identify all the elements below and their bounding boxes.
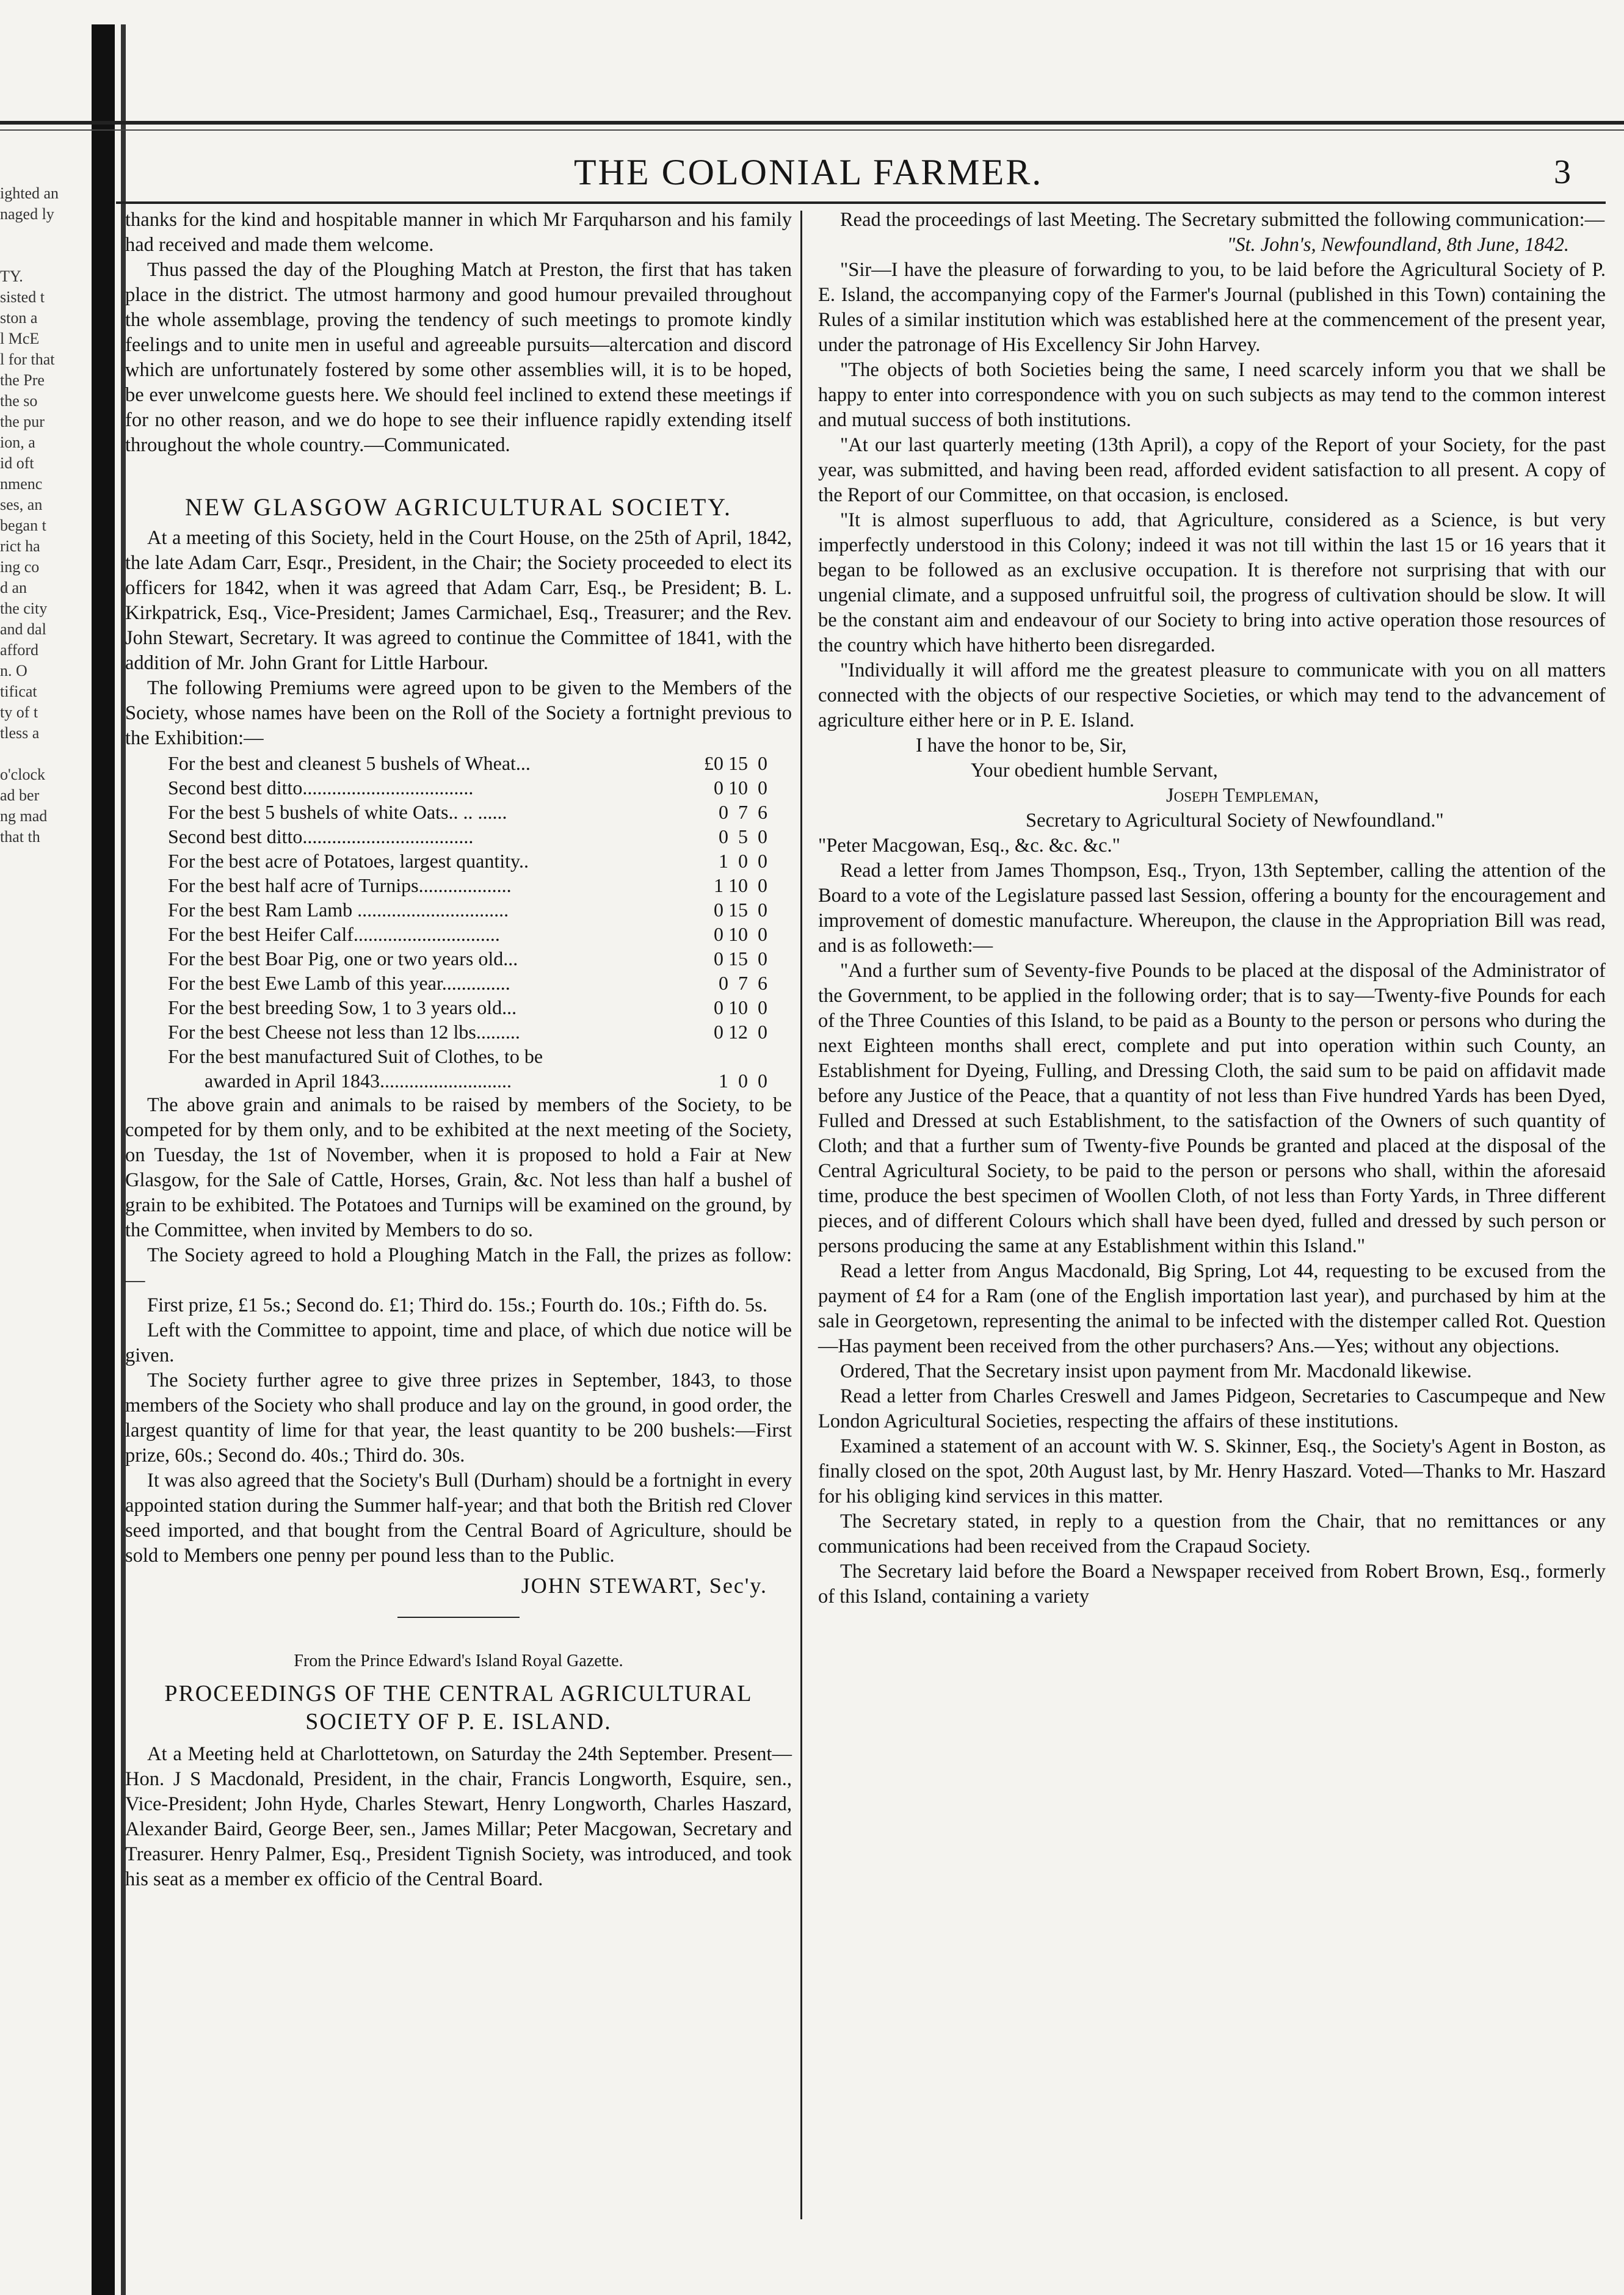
rules-paragraph: It was also agreed that the Society's Bull (Durham) should be a fortnight in every appointed station during the Summer half-year; and that both the British red Clover seed imported, and that bought from the Central Board of Agriculture, should be sold to Members one penny per pound less than to the Public. bbox=[125, 1470, 792, 1567]
fragment-line: l McE bbox=[0, 330, 40, 347]
premium-item: For the best Ewe Lamb of this year.............. bbox=[168, 972, 510, 994]
fragment-line: d an bbox=[0, 579, 27, 596]
letter-addressee: "Peter Macgowan, Esq., &c. &c. &c." bbox=[818, 835, 1120, 857]
premium-item: For the best and cleanest 5 bushels of Wheat... bbox=[168, 752, 531, 774]
rules-paragraph: The Society agreed to hold a Ploughing Match in the Fall, the prizes as follow:— bbox=[125, 1244, 792, 1291]
premium-row bbox=[125, 1020, 792, 1044]
minutes-paragraph: Read a letter from Angus Macdonald, Big Spring, Lot 44, requesting to be excused from the payment of £4 for a Ram (one of the English importation last year), and purchased by him at the sale in Georgetown, representing the animal to be infected with the distemper called Rot. Question—Has payment been received from the other purchasers? Ans.—Yes; without any objections. bbox=[818, 1260, 1606, 1357]
letter-dateline: "St. John's, Newfoundland, 8th June, 1842. bbox=[1227, 234, 1569, 256]
letter-paragraph: "The objects of both Societies being the same, I need scarcely inform you that we shall be happy to enter into correspondence with you on such subjects as may tend to the common interest and mutual success of both institutions. bbox=[818, 359, 1606, 431]
letter-valediction: Your obedient humble Servant, bbox=[971, 760, 1218, 781]
premium-amount: 1 10 0 bbox=[714, 874, 767, 896]
fragment-line: and dal bbox=[0, 620, 46, 638]
fragment-line: ses, an bbox=[0, 496, 43, 513]
fragment-line: afford bbox=[0, 641, 39, 659]
fragment-line: began t bbox=[0, 517, 46, 534]
premium-row bbox=[125, 1068, 792, 1093]
premium-amount: 0 12 0 bbox=[714, 1021, 767, 1043]
fragment-line bbox=[0, 225, 92, 245]
fragment-line: TY. bbox=[0, 267, 23, 285]
fragment-line: tless a bbox=[0, 724, 40, 742]
minutes-paragraph: Read a letter from James Thompson, Esq., Tryon, 13th September, calling the attention of the Board to a vote of the Legislature passed last Session, offering a bounty for the encouragement and improvement of domestic manufacture. Whereupon, the clause in the Appropriation Bill was read, and is as followeth:— bbox=[818, 860, 1606, 957]
premium-amount: 1 0 0 bbox=[719, 850, 767, 872]
premium-item: awarded in April 1843........................... bbox=[205, 1070, 512, 1092]
premium-item: For the best half acre of Turnips................... bbox=[168, 874, 512, 896]
top-rule-thin bbox=[0, 129, 1624, 131]
letter-signer-name: Joseph Templeman, bbox=[1166, 785, 1319, 807]
fragment-line: ad ber bbox=[0, 786, 40, 804]
proceedings-heading: PROCEEDINGS OF THE CENTRAL AGRICULTURAL SOCIETY OF P. E. ISLAND. bbox=[164, 1681, 753, 1735]
premium-row bbox=[125, 800, 792, 824]
premium-amount: £0 15 0 bbox=[704, 752, 767, 774]
fragment-line: the so bbox=[0, 392, 38, 410]
minutes-paragraph: Examined a statement of an account with W. S. Skinner, Esq., the Society's Agent in Boston, as finally closed on the spot, 20th August last, by Mr. Henry Haszard. Voted—Thanks to Mr. Haszard for his obliging kind services in this matter. bbox=[818, 1435, 1606, 1507]
premium-row bbox=[125, 995, 792, 1020]
premium-amount: 0 10 0 bbox=[714, 923, 767, 945]
minutes-paragraph: Read a letter from Charles Creswell and James Pidgeon, Secretaries to Cascumpeque and New London Agricultural Societies, respecting the affairs of these institutions. bbox=[818, 1385, 1606, 1432]
premium-item: Second best ditto................................... bbox=[168, 825, 474, 847]
secretary-signature: JOHN STEWART, Sec'y. bbox=[521, 1573, 767, 1598]
premium-amount: 0 7 6 bbox=[719, 801, 767, 823]
top-rule bbox=[0, 121, 1624, 125]
premium-row bbox=[125, 824, 792, 849]
fragment-line: nmenc bbox=[0, 475, 43, 493]
society-heading: NEW GLASGOW AGRICULTURAL SOCIETY. bbox=[184, 493, 733, 521]
premium-item: For the best 5 bushels of white Oats.. .. ...... bbox=[168, 801, 507, 823]
letter-paragraph: "Individually it will afford me the greatest pleasure to communicate with you on all matters connected with the objects of our respective Societies, or which may tend to the advancement of agriculture either here or in P. E. Island. bbox=[818, 659, 1606, 731]
letter-salutation: I have the honor to be, Sir, bbox=[916, 734, 1127, 756]
premium-row bbox=[125, 849, 792, 873]
premium-amount: 0 5 0 bbox=[719, 825, 767, 847]
fragment-line: the pur bbox=[0, 413, 45, 430]
intro-paragraph: thanks for the kind and hospitable manner in which Mr Farquharson and his family had received and made them welcome. bbox=[125, 209, 792, 256]
premium-row bbox=[125, 922, 792, 946]
premium-item: For the best acre of Potatoes, largest quantity.. bbox=[168, 850, 529, 872]
fragment-line: the city bbox=[0, 600, 48, 617]
section-divider bbox=[397, 1617, 520, 1618]
premium-item: For the best Heifer Calf.............................. bbox=[168, 923, 500, 945]
premium-row bbox=[125, 873, 792, 897]
premium-row bbox=[125, 751, 792, 775]
fragment-line: ighted an bbox=[0, 184, 59, 202]
premium-item: For the best breeding Sow, 1 to 3 years old... bbox=[168, 996, 517, 1018]
premium-amount: 0 15 0 bbox=[714, 948, 767, 970]
right-column bbox=[818, 208, 1606, 1609]
premium-list bbox=[125, 751, 792, 1044]
letter-paragraph: "At our last quarterly meeting (13th April), a copy of the Report of your Society, for the past year, was submitted, and having been read, afforded evident satisfaction to all present. A copy of the Report of our Committee, on that occasion, is enclosed. bbox=[818, 434, 1606, 506]
premium-item: For the best Boar Pig, one or two years old... bbox=[168, 948, 518, 970]
fragment-line: l for that bbox=[0, 350, 55, 368]
premium-row bbox=[125, 946, 792, 971]
premium-row bbox=[125, 775, 792, 800]
minutes-paragraph: Ordered, That the Secretary insist upon payment from Mr. Macdonald likewise. bbox=[840, 1360, 1472, 1382]
page-number: 3 bbox=[1554, 153, 1571, 191]
premium-item: Second best ditto................................... bbox=[168, 777, 474, 799]
premium-amount: 0 7 6 bbox=[719, 972, 767, 994]
premium-amount: 0 15 0 bbox=[714, 899, 767, 921]
society-paragraph: At a meeting of this Society, held in the Court House, on the 25th of April, 1842, the late Adam Carr, Esqr., President, in the Chair; the Society proceeded to elect its officers for 1842, when it was agreed that Adam Carr, Esq., be President; B. L. Kirkpatrick, Esq., Vice-President; James Carmichael, Esq., Treasurer; and the Rev. John Stewart, Secretary. It was agreed to continue the Committee of 1841, with the addition of Mr. John Grant for Little Harbour. bbox=[125, 527, 792, 674]
fragment-line: the Pre bbox=[0, 371, 45, 389]
opening-paragraph: Read the proceedings of last Meeting. The Secretary submitted the following communication:— bbox=[840, 209, 1605, 231]
header-rule bbox=[116, 201, 1606, 204]
premium-amount: 1 0 0 bbox=[719, 1070, 767, 1092]
intro-paragraph: Thus passed the day of the Ploughing Match at Preston, the first that has taken place in the district. The utmost harmony and good humour prevailed throughout the whole assemblage, proving the tendency of such meetings to promote kindly feelings and to unite men in useful and agreeable pursuits—altercation and discord which are unfortunately fostered by some other assemblies will, it is to be hoped, be ever unwelcome guests here. We should feel inclined to extend these meetings if for no other reason, and we do hope to see their influence rapidly extending itself throughout the whole country.—Communicated. bbox=[125, 259, 792, 456]
fragment-line: ng mad bbox=[0, 807, 48, 825]
left-column bbox=[125, 208, 792, 1892]
newspaper-title: THE COLONIAL FARMER. bbox=[574, 152, 1043, 192]
source-line: From the Prince Edward's Island Royal Gazette. bbox=[294, 1651, 623, 1670]
minutes-paragraph: "And a further sum of Seventy-five Pounds to be placed at the disposal of the Administrator of the Government, to be applied in the following order; that is to say—Twenty-five Pounds for each of the Three Counties of this Island, to be paid as a Bounty to the person or persons who during the next Eighteen months shall erect, complete and put into operation within such County, an Establishment for Dyeing, Fulling, and Dressing Cloth, the said sum to be paid on affidavit made before any Justice of the Peace, that a quantity of not less than Five hundred Yards has been Dyed, Fulled and Dressed at such Establishment, to the satisfaction of the Owners of such quantity of Cloth; and that a further sum of Twenty-five Pounds be granted and placed at the disposal of the Central Agricultural Society, to be paid to the person or persons who shall, within the aforesaid time, produce the best specimen of Woollen Cloth, of not less than Forty Yards, in Three different pieces, and of different Colours which shall have been dyed, fulled and dressed by such person or persons producing the same at any Establishment within this Island." bbox=[818, 960, 1606, 1257]
premium-row bbox=[125, 1044, 792, 1068]
fragment-line: rict ha bbox=[0, 537, 40, 555]
premium-amount: 0 10 0 bbox=[714, 996, 767, 1018]
fragment-line bbox=[0, 245, 92, 266]
letter-signer-title: Secretary to Agricultural Society of Newfoundland." bbox=[1026, 810, 1444, 832]
proceedings-paragraph: At a Meeting held at Charlottetown, on Saturday the 24th September. Present—Hon. J S Macdonald, President, in the chair, Francis Longworth, Esquire, sen., Vice-President; John Hyde, Charles Stewart, Henry Longworth, Charles Haszard, Alexander Baird, George Beer, sen., James Millar; Peter Macgowan, Secretary and Treasurer. Henry Palmer, Esq., President Tignish Society, was introduced, and took his seat as a member ex officio of the Central Board. bbox=[125, 1743, 792, 1890]
fragment-line: n. O bbox=[0, 662, 27, 680]
premium-item: For the best manufactured Suit of Clothes, to be bbox=[168, 1045, 543, 1067]
letter-paragraph: "Sir—I have the pleasure of forwarding to you, to be laid before the Agricultural Society of P. E. Island, the accompanying copy of the Farmer's Journal (published in this Town) containing the Rules of a similar institution which was established here at the commencement of the present year, under the patronage of His Excellency Sir John Harvey. bbox=[818, 259, 1606, 356]
premium-item: For the best Ram Lamb ............................... bbox=[168, 899, 509, 921]
rules-paragraph: Left with the Committee to appoint, time and place, of which due notice will be given. bbox=[125, 1319, 792, 1366]
minutes-paragraph: The Secretary stated, in reply to a question from the Chair, that no remittances or any communications had been received from the Crapaud Society. bbox=[818, 1510, 1606, 1557]
minutes-paragraph: The Secretary laid before the Board a Newspaper received from Robert Brown, Esq., formerly of this Island, containing a variety bbox=[818, 1561, 1606, 1608]
fragment-line: id oft bbox=[0, 454, 34, 472]
letter-paragraph: "It is almost superfluous to add, that Agriculture, considered as a Science, is but very imperfectly understood in this Colony; indeed it was not till within the last 15 or 16 years that it began to be followed as an exclusive occupation. It is therefore not surprising that with our ungenial climate, and a supposed unfruitful soil, the progress of cultivation should be slow. It will be the constant aim and endeavour of our Society to bring into active operation those resources of the country which have hitherto been disregarded. bbox=[818, 509, 1606, 656]
fragment-line: ty of t bbox=[0, 703, 38, 721]
fragment-line: tificat bbox=[0, 683, 37, 700]
binding-spine bbox=[92, 24, 115, 2295]
premium-item: For the best Cheese not less than 12 lbs......... bbox=[168, 1021, 520, 1043]
adjacent-page-fragments bbox=[0, 183, 92, 847]
column-divider bbox=[800, 211, 802, 2219]
fragment-line: sisted t bbox=[0, 288, 45, 306]
fragment-line: ston a bbox=[0, 309, 38, 327]
rules-paragraph: The Society further agree to give three prizes in September, 1843, to those members of the Society who shall produce and lay on the ground, in good order, the largest quantity of lime for that year, the least quantity to be 200 bushels:—First prize, 60s.; Second do. 40s.; Third do. 30s. bbox=[125, 1369, 792, 1467]
society-paragraph: The following Premiums were agreed upon to be given to the Members of the Society, whose names have been on the Roll of the Society a fortnight previous to the Exhibition:— bbox=[125, 677, 792, 749]
fragment-line: that th bbox=[0, 828, 40, 846]
fragment-line: naged ly bbox=[0, 205, 54, 223]
premium-amount: 0 10 0 bbox=[714, 777, 767, 799]
fragment-line: ion, a bbox=[0, 433, 35, 451]
premium-row bbox=[125, 897, 792, 922]
premium-row bbox=[125, 971, 792, 995]
fragment-line bbox=[0, 744, 92, 764]
rules-paragraph: First prize, £1 5s.; Second do. £1; Third do. 15s.; Fourth do. 10s.; Fifth do. 5s. bbox=[147, 1294, 767, 1316]
fragment-line: ing co bbox=[0, 558, 40, 576]
fragment-line: o'clock bbox=[0, 766, 45, 783]
rules-paragraph: The above grain and animals to be raised by members of the Society, to be competed for by them only, and to be exhibited at the next meeting of the Society, on Tuesday, the 1st of November, when it is proposed to hold a Fair at New Glasgow, for the Sale of Cattle, Horses, Grain, &c. Not less than half a bushel of grain to be exhibited. The Potatoes and Turnips will be examined on the ground, by the Committee, when invited by Members to do so. bbox=[125, 1094, 792, 1241]
